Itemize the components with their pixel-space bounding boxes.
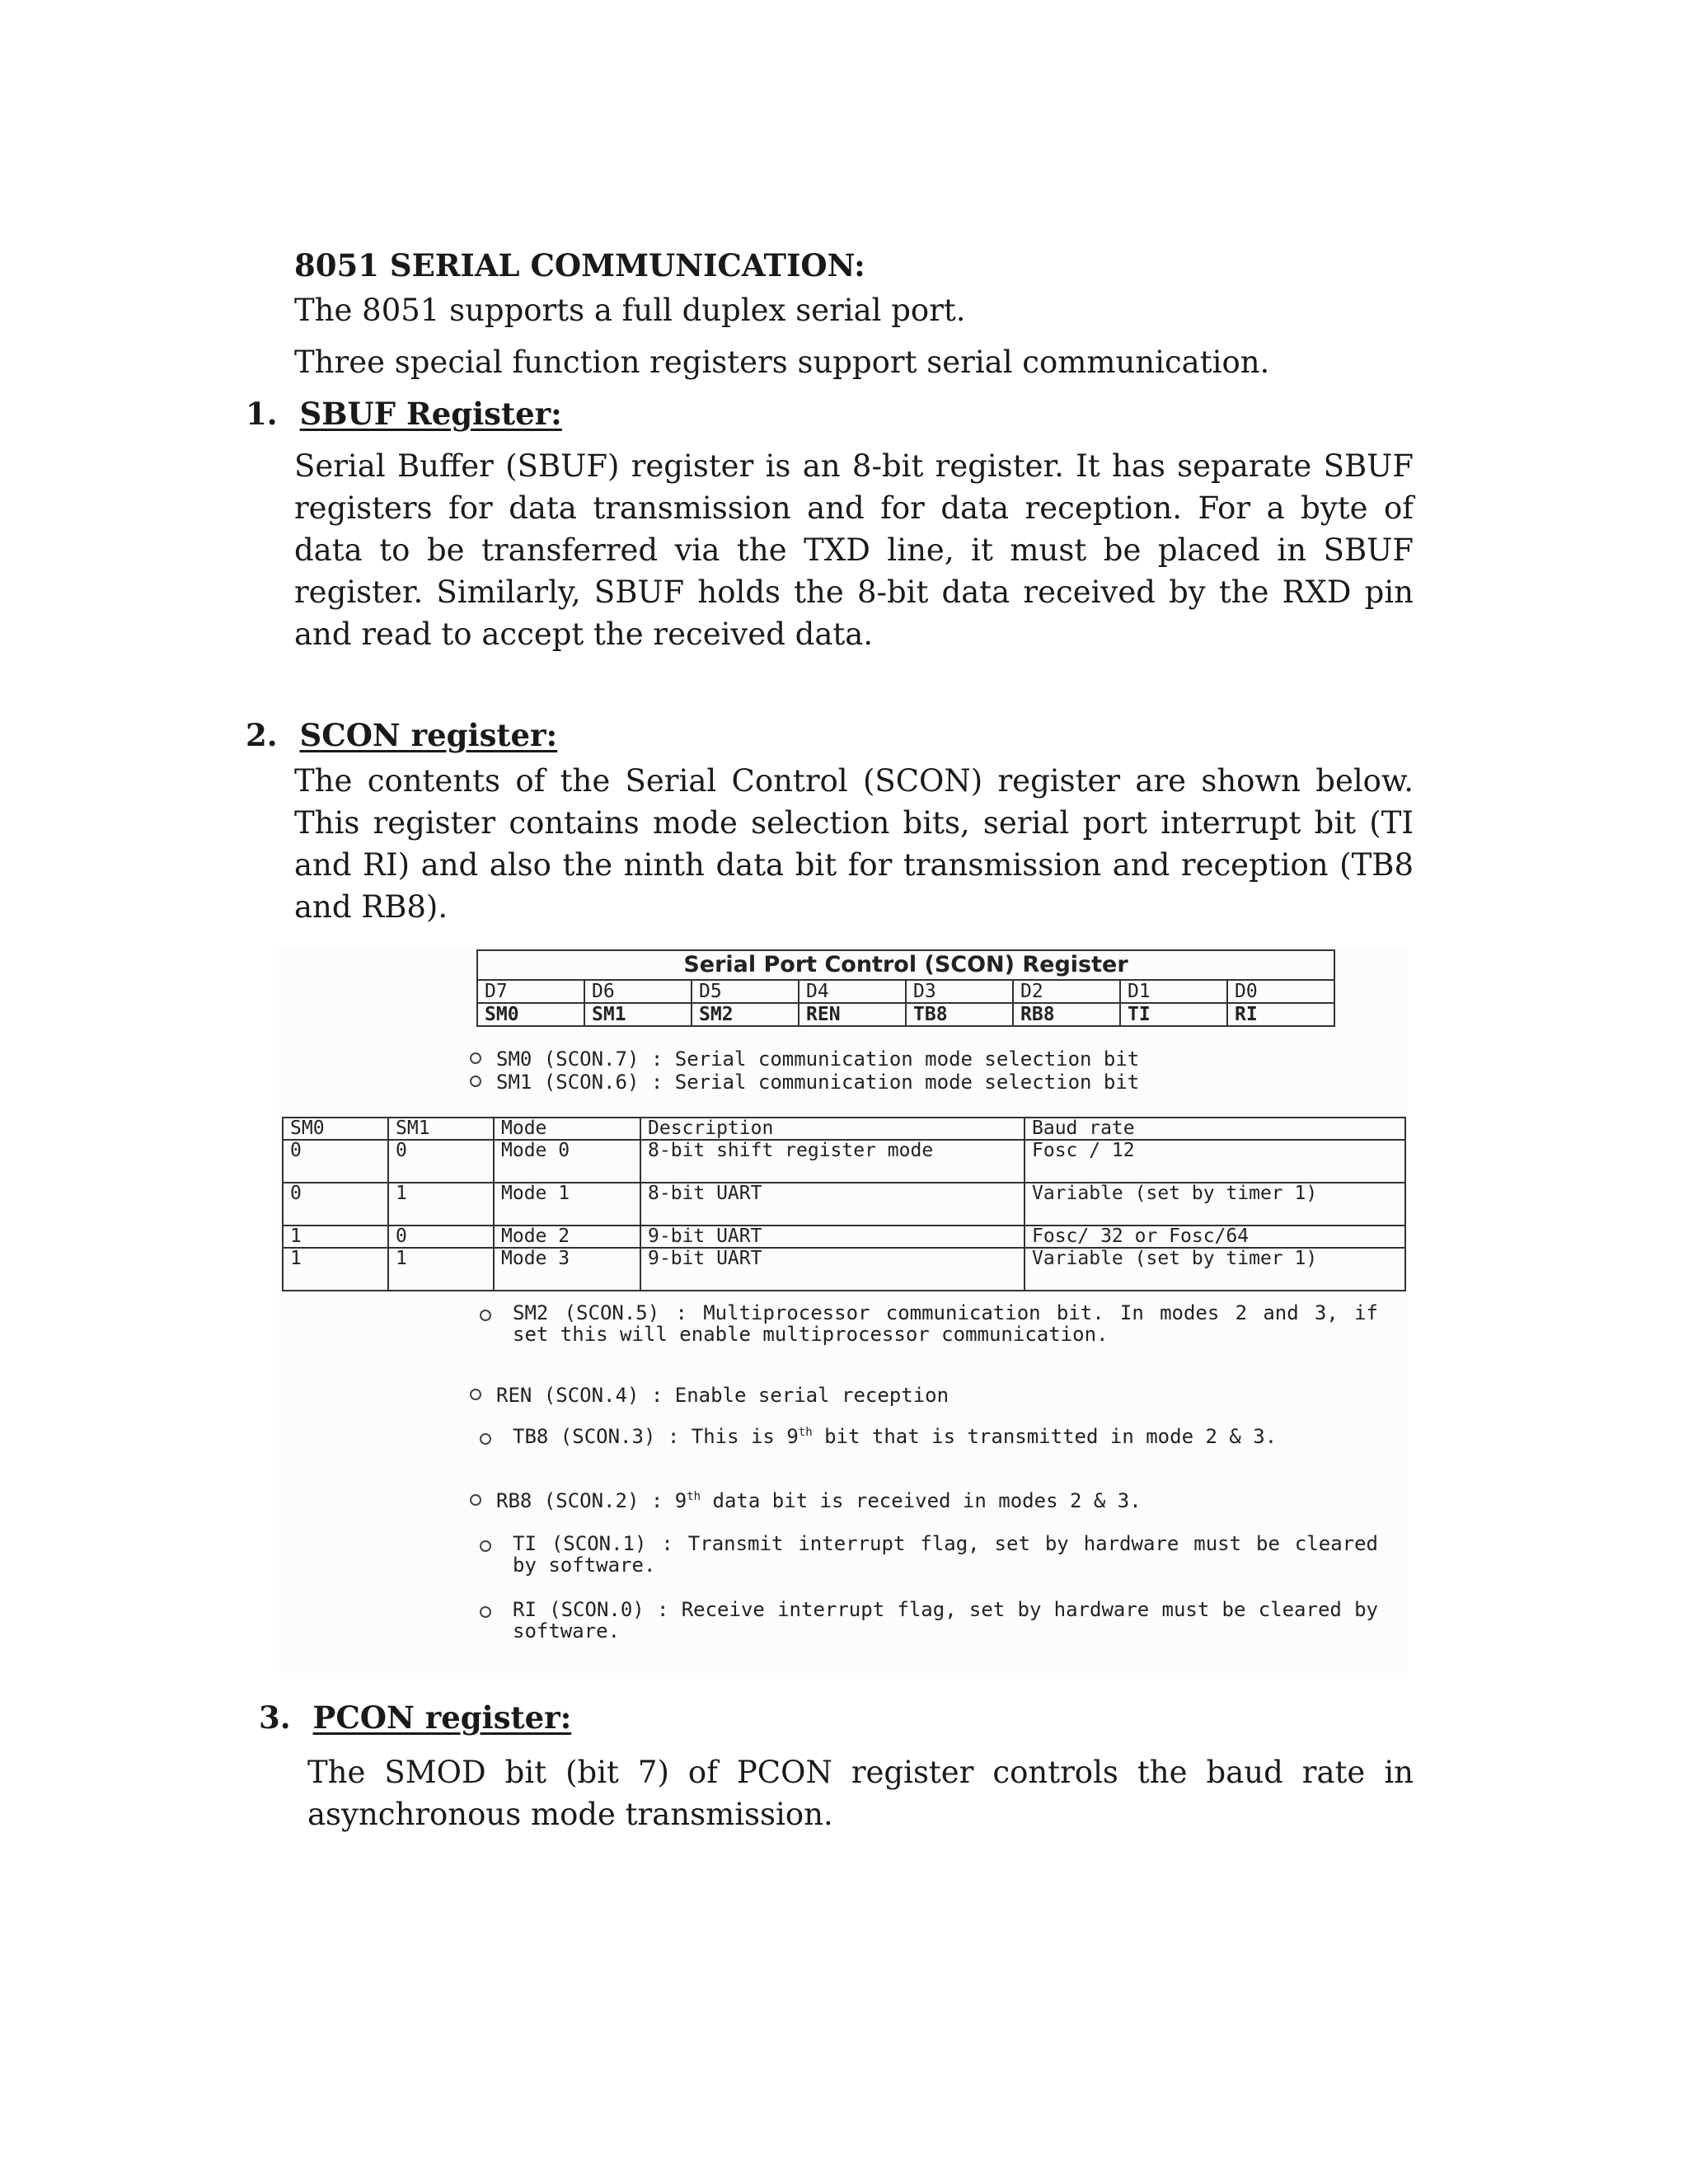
bit-note-ri: RI (SCON.0) : Receive interrupt flag, set by hardware must be cleared by software. bbox=[513, 1599, 1378, 1642]
section-3-heading bbox=[259, 1699, 571, 1736]
section-1-body: Serial Buffer (SBUF) register is an 8-bit register. It has separate SBUF registers for data transmission and for data reception. For a byte of data to be transferred via the TXD line, it must be placed in SBUF register. Similarly, SBUF holds the 8-bit data received by the RXD pin and read to accept the received data. bbox=[294, 448, 1414, 652]
intro-line-2: Three special function registers support serial communication. bbox=[294, 344, 1270, 380]
bit-name-cell: TI bbox=[1120, 1003, 1227, 1026]
table-cell: 9-bit UART bbox=[640, 1226, 1025, 1248]
section-1-title: SBUF Register: bbox=[299, 396, 562, 432]
table-cell: Mode 3 bbox=[494, 1248, 640, 1291]
section-2-title: SCON register: bbox=[299, 717, 558, 753]
bullet-icon bbox=[470, 1076, 481, 1087]
table-cell: Fosc / 12 bbox=[1025, 1140, 1405, 1183]
bullet-icon bbox=[480, 1540, 491, 1552]
table-cell: 1 bbox=[283, 1248, 388, 1291]
scon-figure bbox=[279, 948, 1408, 1673]
mode-table-header bbox=[283, 1118, 1405, 1140]
table-header-cell: Description bbox=[640, 1118, 1025, 1140]
table-row bbox=[283, 1226, 1405, 1248]
mode-bit-note-sm0: SM0 (SCON.7) : Serial communication mode selection bit bbox=[470, 1048, 1139, 1070]
bit-position-cell: D0 bbox=[1227, 980, 1334, 1003]
bullet-icon bbox=[470, 1389, 481, 1400]
bit-name-cell: RB8 bbox=[1013, 1003, 1120, 1026]
bit-name-cell: REN bbox=[799, 1003, 906, 1026]
table-header-cell: SM1 bbox=[388, 1118, 494, 1140]
bullet-icon bbox=[480, 1606, 491, 1618]
table-header-cell: Mode bbox=[494, 1118, 640, 1140]
table-cell: 1 bbox=[388, 1248, 494, 1291]
bit-position-cell: D7 bbox=[477, 980, 584, 1003]
bit-position-cell: D6 bbox=[584, 980, 692, 1003]
table-cell: 1 bbox=[283, 1226, 388, 1248]
section-2-heading bbox=[246, 717, 557, 753]
section-3-title: PCON register: bbox=[312, 1699, 572, 1736]
section-3-body: The SMOD bit (bit 7) of PCON register controls the baud rate in asynchronous mode transmission. bbox=[307, 1755, 1414, 1832]
table-cell: Mode 2 bbox=[494, 1226, 640, 1248]
table-cell: 0 bbox=[388, 1226, 494, 1248]
bit-position-cell: D5 bbox=[692, 980, 799, 1003]
bullet-icon bbox=[480, 1433, 491, 1445]
bit-position-cell: D4 bbox=[799, 980, 906, 1003]
bullet-icon bbox=[480, 1310, 491, 1321]
bit-position-cell: D2 bbox=[1013, 980, 1120, 1003]
table-cell: Fosc/ 32 or Fosc/64 bbox=[1025, 1226, 1405, 1248]
bit-note-tb8: TB8 (SCON.3) : This is 9th bit that is transmitted in mode 2 & 3. bbox=[513, 1426, 1378, 1447]
intro-line-1: The 8051 supports a full duplex serial port. bbox=[294, 293, 966, 328]
table-row bbox=[283, 1183, 1405, 1226]
bit-name-row bbox=[477, 1003, 1334, 1026]
bullet-icon bbox=[470, 1052, 481, 1064]
table-cell: 9-bit UART bbox=[640, 1248, 1025, 1291]
scon-bit-table bbox=[476, 979, 1335, 1027]
table-cell: 8-bit UART bbox=[640, 1183, 1025, 1226]
bit-position-cell: D1 bbox=[1120, 980, 1227, 1003]
table-cell: Mode 0 bbox=[494, 1140, 640, 1183]
mode-bit-note-sm1: SM1 (SCON.6) : Serial communication mode selection bit bbox=[470, 1071, 1139, 1093]
table-cell: 8-bit shift register mode bbox=[640, 1140, 1025, 1183]
page-title: 8051 SERIAL COMMUNICATION: bbox=[294, 247, 865, 284]
table-cell: 0 bbox=[283, 1140, 388, 1183]
bit-note-ren: REN (SCON.4) : Enable serial reception bbox=[470, 1385, 949, 1406]
bit-note-sm2: SM2 (SCON.5) : Multiprocessor communication bit. In modes 2 and 3, if set this will enable multiprocessor communication. bbox=[513, 1302, 1378, 1345]
bit-name-cell: TB8 bbox=[906, 1003, 1013, 1026]
bit-name-cell: SM1 bbox=[584, 1003, 692, 1026]
section-2-body: The contents of the Serial Control (SCON) register are shown below. This register contains mode selection bits, serial port interrupt bit (TI and RI) and also the ninth data bit for transmission and reception (TB8 and RB8). bbox=[294, 763, 1414, 925]
table-header-cell: SM0 bbox=[283, 1118, 388, 1140]
section-3-number: 3. bbox=[259, 1699, 291, 1736]
bit-note-rb8: RB8 (SCON.2) : 9th data bit is received in modes 2 & 3. bbox=[470, 1490, 1142, 1511]
bullet-icon bbox=[470, 1494, 481, 1506]
table-row bbox=[283, 1248, 1405, 1291]
table-cell: 0 bbox=[283, 1183, 388, 1226]
table-row bbox=[283, 1140, 1405, 1183]
bit-note-ti: TI (SCON.1) : Transmit interrupt flag, set by hardware must be cleared by software. bbox=[513, 1533, 1378, 1576]
table-cell: Mode 1 bbox=[494, 1183, 640, 1226]
section-2-number: 2. bbox=[246, 717, 278, 753]
table-cell: Variable (set by timer 1) bbox=[1025, 1248, 1405, 1291]
bit-name-cell: RI bbox=[1227, 1003, 1334, 1026]
bit-name-cell: SM2 bbox=[692, 1003, 799, 1026]
table-cell: Variable (set by timer 1) bbox=[1025, 1183, 1405, 1226]
bit-name-cell: SM0 bbox=[477, 1003, 584, 1026]
table-cell: 0 bbox=[388, 1140, 494, 1183]
section-1-heading bbox=[246, 396, 562, 432]
bit-position-cell: D3 bbox=[906, 980, 1013, 1003]
table-cell: 1 bbox=[388, 1183, 494, 1226]
section-1-number: 1. bbox=[246, 396, 278, 432]
scon-figure-title: Serial Port Control (SCON) Register bbox=[476, 949, 1335, 979]
table-header-cell: Baud rate bbox=[1025, 1118, 1405, 1140]
mode-table bbox=[282, 1117, 1406, 1291]
bit-position-row bbox=[477, 980, 1334, 1003]
